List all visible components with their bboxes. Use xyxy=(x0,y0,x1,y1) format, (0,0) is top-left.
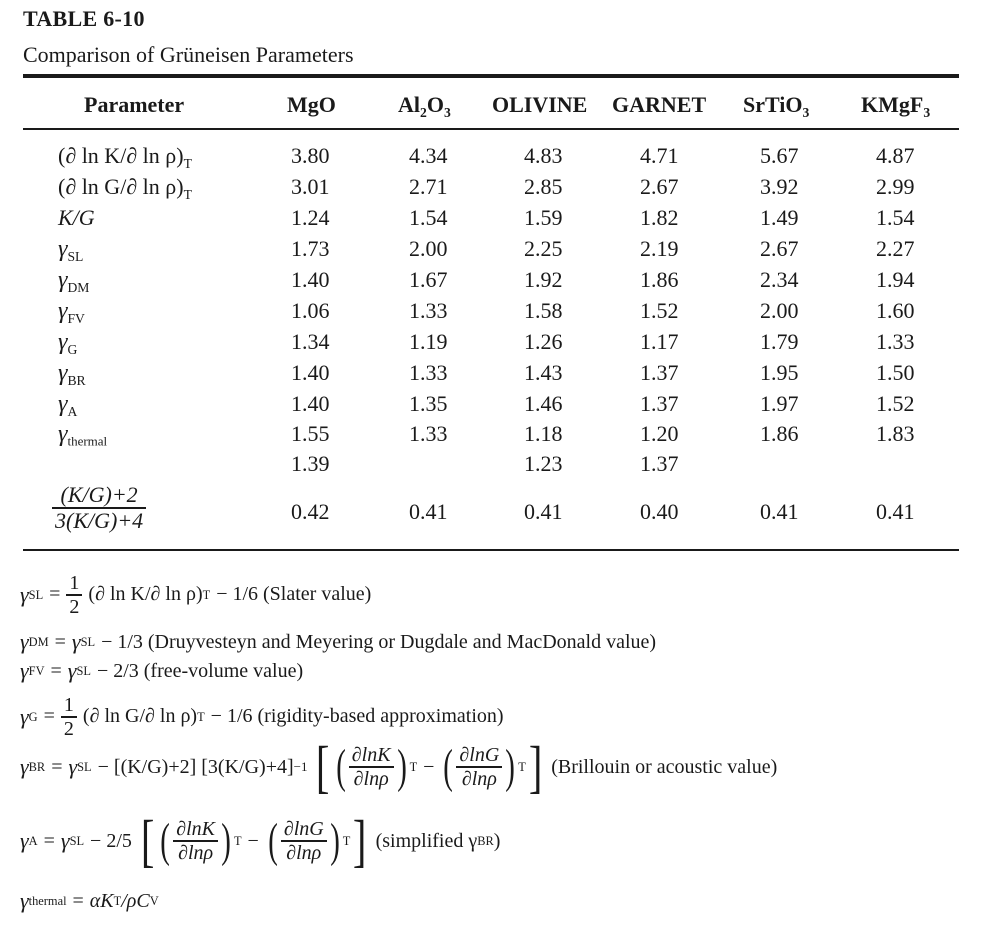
table-cell: 2.19 xyxy=(640,236,679,261)
table-cell: 1.92 xyxy=(524,267,563,292)
table-cell: 1.37 xyxy=(640,360,679,385)
table-cell: 1.20 xyxy=(640,421,679,446)
table-cell: 1.95 xyxy=(760,360,799,385)
table-cell: 1.24 xyxy=(291,205,330,230)
table-cell: 1.40 xyxy=(291,267,330,292)
row-label: $\gamma_{SL}$ xyxy=(58,236,84,264)
footnote-gamma-thermal: γ thermal = αK T /ρC V xyxy=(20,888,159,913)
table-cell: 1.33 xyxy=(876,329,915,354)
table-cell: 1.23 xyxy=(524,451,563,476)
ratio-cell: 0.41 xyxy=(409,499,448,524)
table-cell: 4.71 xyxy=(640,143,679,168)
footnote-gamma-fv: γ FV = γ SL − 2/3 (free-volume value) xyxy=(20,658,304,683)
footnote-gamma-br: γ BR = γ SL − [(K/G)+2] [3(K/G)+4] −1 [ ( $\frac{\partial\ln K}{\partial\ln\rho}$ ) T − ( $\frac{\partial\ln G}{\partial\ln\rho}$ ) T ] (Brillouin or acoustic value) xyxy=(20,734,778,799)
table-cell: 1.54 xyxy=(409,205,448,230)
table-cell: 2.27 xyxy=(876,236,915,261)
table-cell: 1.86 xyxy=(640,267,679,292)
row-label: (∂ ln K/∂ $\ln \rho)_T$ xyxy=(58,143,192,171)
table-cell: 2.67 xyxy=(640,174,679,199)
ratio-cell: 0.41 xyxy=(524,499,563,524)
table-cell: 1.52 xyxy=(640,298,679,323)
row-label: K/G xyxy=(58,205,95,230)
header-rule xyxy=(23,128,959,130)
table-cell: 1.39 xyxy=(291,451,330,476)
header-kmgf3: KMgF$_3$ xyxy=(861,92,931,120)
ratio-cell: 0.41 xyxy=(876,499,915,524)
table-cell: 1.33 xyxy=(409,360,448,385)
table-cell: 1.97 xyxy=(760,391,799,416)
table-cell: 1.43 xyxy=(524,360,563,385)
table-cell: 1.40 xyxy=(291,391,330,416)
row-label: $\gamma_{FV}$ xyxy=(58,298,85,326)
bottom-rule xyxy=(23,549,959,551)
table-cell: 4.87 xyxy=(876,143,915,168)
table-cell: 1.86 xyxy=(760,421,799,446)
table-cell: 1.18 xyxy=(524,421,563,446)
header-olivine: OLIVINE xyxy=(492,92,588,117)
header-al2o3: $Al_2O_3$ xyxy=(398,92,451,120)
table-cell: 1.37 xyxy=(640,451,679,476)
footnote-gamma-a: γ A = γ SL − 2/5 [ ( $\frac{\partial\ln K}{\partial\ln\rho}$ ) T − ( $\frac{\partial\ln G}{\partial\ln\rho}$ ) T ] (simplified γ BR ) xyxy=(20,808,501,873)
ratio-cell: 0.40 xyxy=(640,499,679,524)
table-cell: 2.99 xyxy=(876,174,915,199)
table-cell: 1.52 xyxy=(876,391,915,416)
table-cell: 1.06 xyxy=(291,298,330,323)
table-cell: 1.55 xyxy=(291,421,330,446)
footnote-gamma-g: γ G = $\frac{1}{2}$ (∂ ln G/∂ ln ρ) T − 1/6 (rigidity-based approximation) xyxy=(20,694,504,740)
header-parameter: Parameter xyxy=(84,92,185,117)
table-cell: 4.83 xyxy=(524,143,563,168)
table-cell: 1.67 xyxy=(409,267,448,292)
table-cell: 1.49 xyxy=(760,205,799,230)
table-cell: 1.59 xyxy=(524,205,563,230)
header-garnet: GARNET xyxy=(612,92,707,117)
row-label: $\gamma_{BR}$ xyxy=(58,360,86,388)
table-cell: 1.50 xyxy=(876,360,915,385)
table-cell: 1.46 xyxy=(524,391,563,416)
table-cell: 1.17 xyxy=(640,329,679,354)
row-label: $\gamma_G$ xyxy=(58,329,78,357)
header-srtio3: SrTiO$_3$ xyxy=(743,92,810,120)
table-cell: 1.54 xyxy=(876,205,915,230)
table-cell: 1.35 xyxy=(409,391,448,416)
table-cell: 1.33 xyxy=(409,421,448,446)
header-mgo: MgO xyxy=(287,92,336,117)
table-cell: 5.67 xyxy=(760,143,799,168)
table-cell: 2.34 xyxy=(760,267,799,292)
table-cell: 1.26 xyxy=(524,329,563,354)
table-cell: 2.67 xyxy=(760,236,799,261)
table-cell: 1.33 xyxy=(409,298,448,323)
table-cell: 1.94 xyxy=(876,267,915,292)
row-label: $\gamma_{DM}$ xyxy=(58,267,90,295)
table-cell: 3.92 xyxy=(760,174,799,199)
table-cell: 3.80 xyxy=(291,143,330,168)
footnote-gamma-dm: γ DM = γ SL − 1/3 (Druyvesteyn and Meyering or Dugdale and MacDonald value) xyxy=(20,629,657,654)
table-cell: 1.58 xyxy=(524,298,563,323)
table-cell: 1.73 xyxy=(291,236,330,261)
row-label: $\gamma_{thermal}$ xyxy=(58,421,108,449)
footnote-gamma-sl: γ SL = $\frac{1}{2}$ (∂ ln K/∂ ln ρ) T − 1/6 (Slater value) xyxy=(20,572,372,618)
ratio-label: $\frac{(K/G)+2}{3(K/G)+4}$ xyxy=(52,483,146,533)
table-cell: 4.34 xyxy=(409,143,448,168)
table-cell: 2.00 xyxy=(409,236,448,261)
table-title: TABLE 6-10 xyxy=(23,6,145,31)
table-cell: 1.60 xyxy=(876,298,915,323)
table-cell: 1.83 xyxy=(876,421,915,446)
table-cell: 3.01 xyxy=(291,174,330,199)
table-cell: 1.34 xyxy=(291,329,330,354)
ratio-cell: 0.41 xyxy=(760,499,799,524)
table-cell: 1.37 xyxy=(640,391,679,416)
ratio-cell: 0.42 xyxy=(291,499,330,524)
table-caption: Comparison of Grüneisen Parameters xyxy=(23,42,354,67)
table-cell: 1.82 xyxy=(640,205,679,230)
table-cell: 1.19 xyxy=(409,329,448,354)
table-cell: 1.79 xyxy=(760,329,799,354)
table-cell: 2.85 xyxy=(524,174,563,199)
table-cell: 1.40 xyxy=(291,360,330,385)
top-rule xyxy=(23,74,959,78)
row-label: (∂ ln G/∂ $\ln \rho)_T$ xyxy=(58,174,192,202)
row-label: $\gamma_A$ xyxy=(58,391,78,419)
table-cell: 2.25 xyxy=(524,236,563,261)
table-cell: 2.00 xyxy=(760,298,799,323)
table-cell: 2.71 xyxy=(409,174,448,199)
